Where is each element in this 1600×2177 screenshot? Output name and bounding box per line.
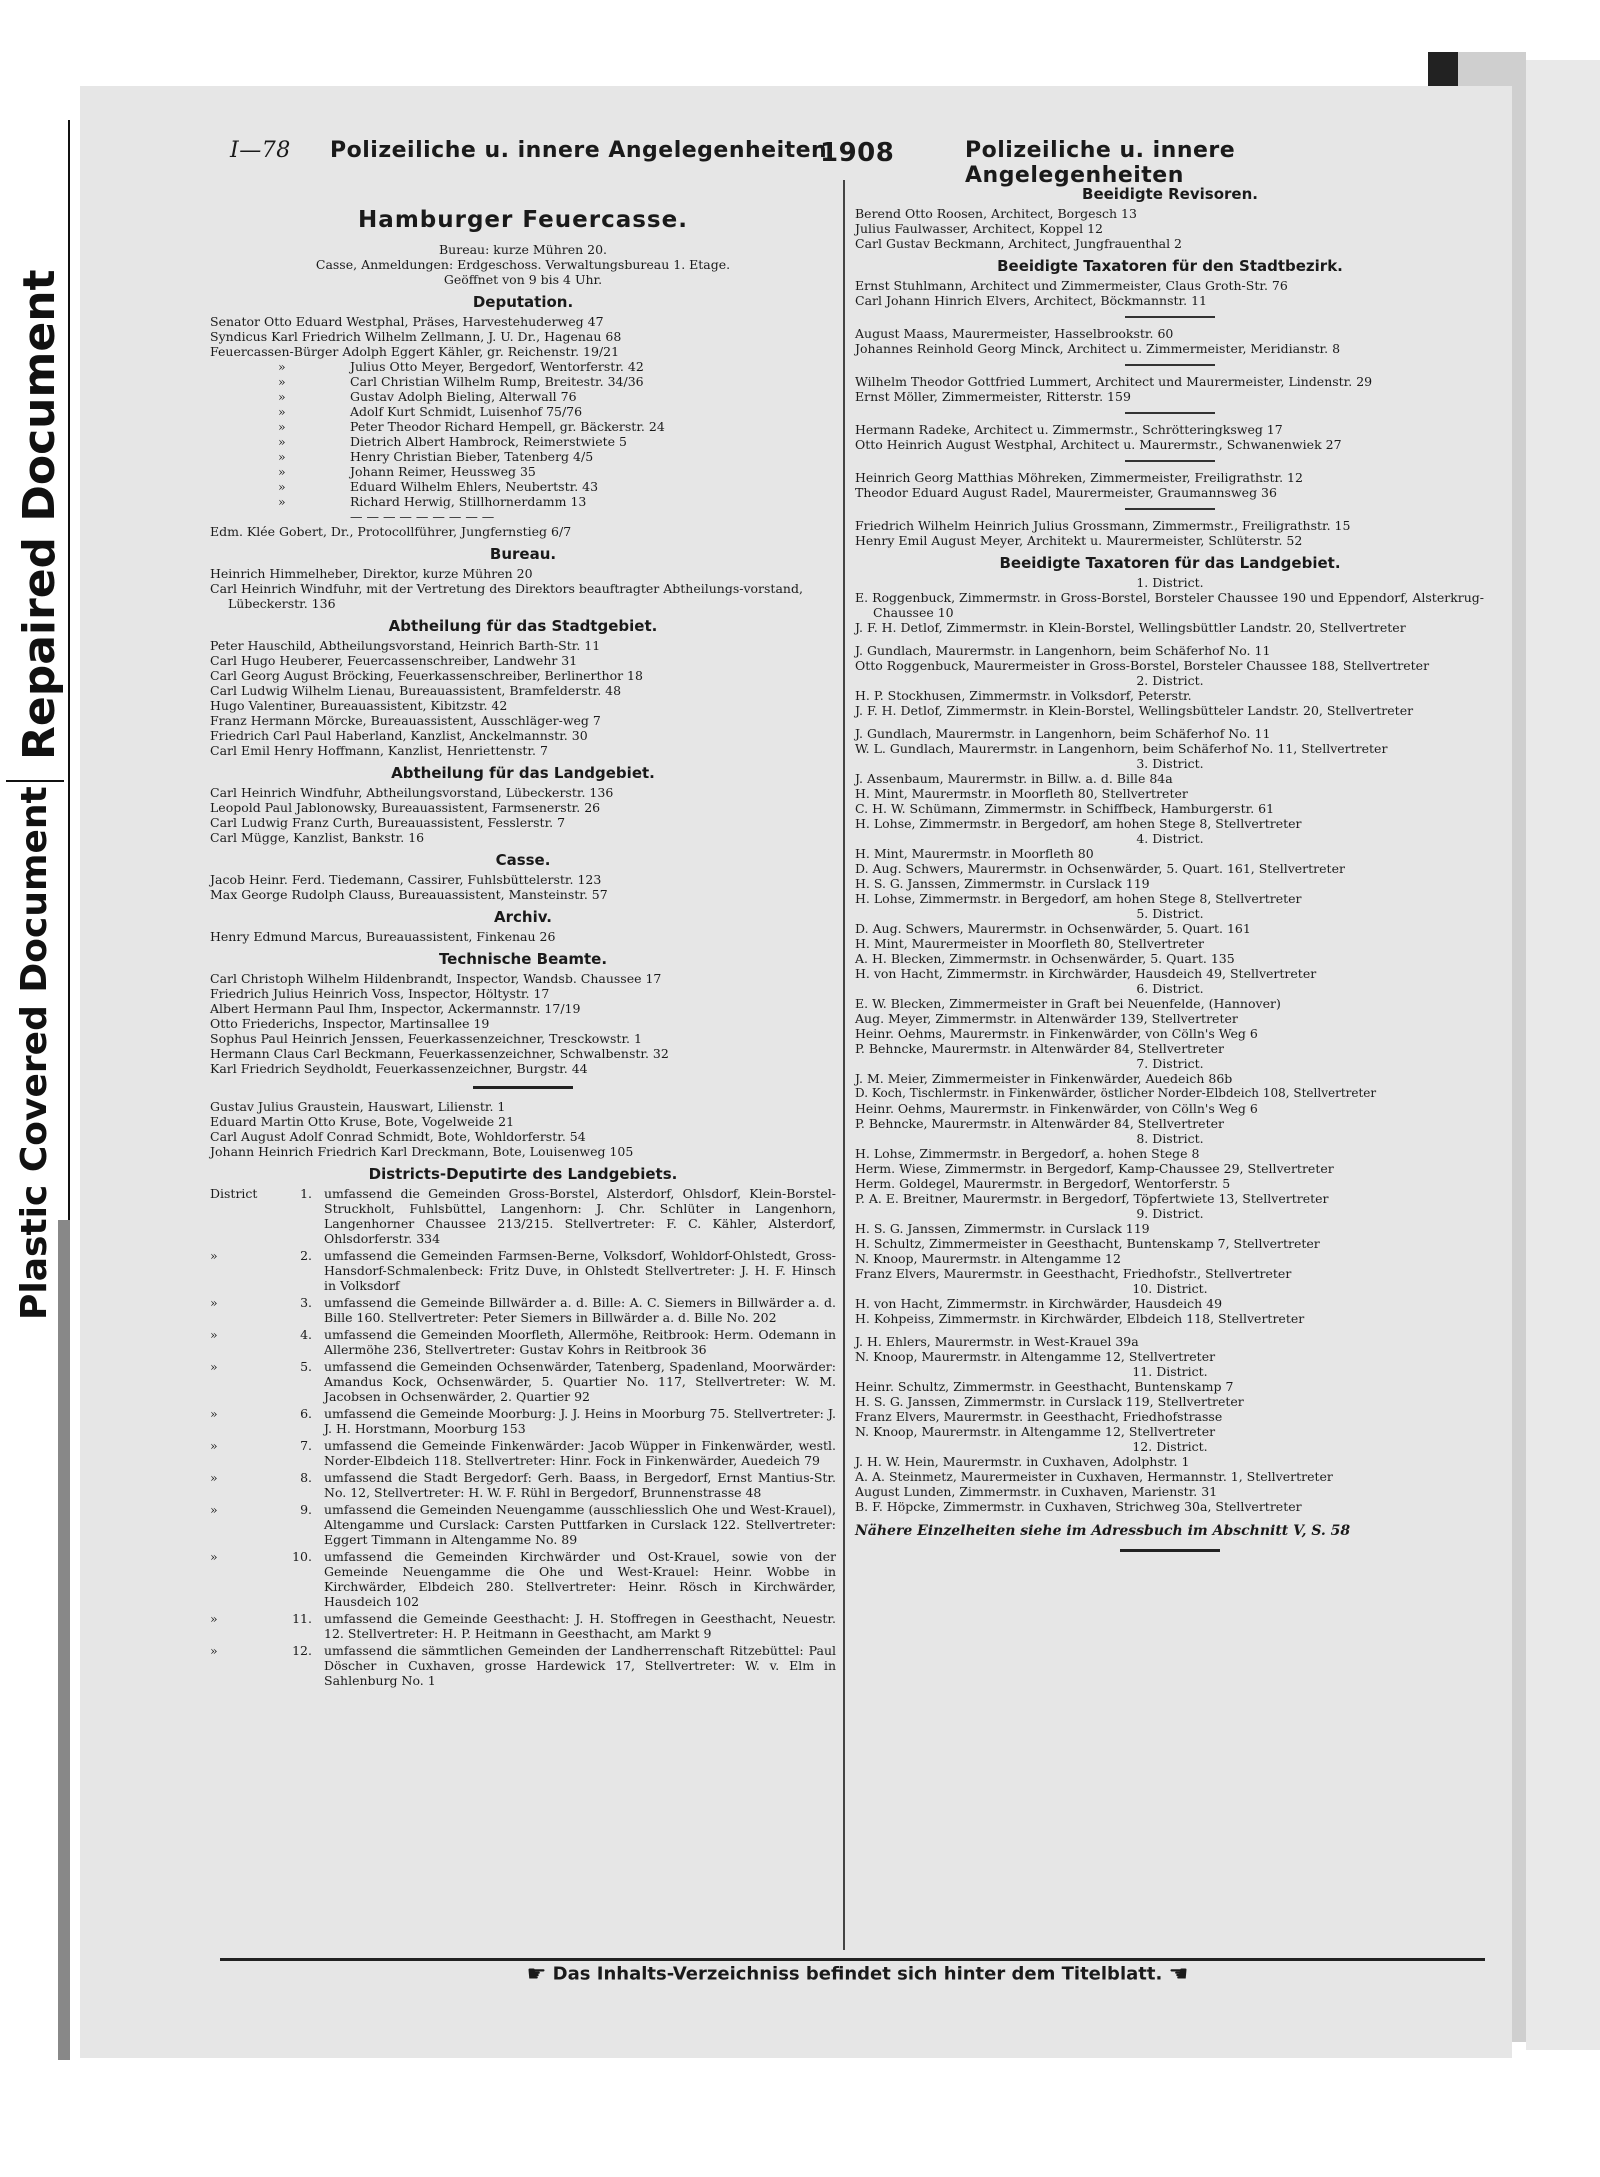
list-item: » Eduard Wilhelm Ehlers, Neubertstr. 43 — [278, 479, 599, 494]
list-item: J. F. H. Detlof, Zimmermstr. in Klein-Borstel, Wellingsbüttler Landstr. 20, Stellvertreter — [855, 620, 1406, 635]
section-heading: Districts-Deputirte des Landgebiets. — [368, 1165, 678, 1183]
list-item: Gustav Julius Graustein, Hauswart, Lilienstr. 1 — [210, 1099, 506, 1114]
info-line: Casse, Anmeldungen: Erdgeschoss. Verwaltungsbureau 1. Etage. — [315, 257, 731, 272]
list-item: H. S. G. Janssen, Zimmermstr. in Curslack 119 — [855, 1221, 1150, 1236]
list-item: Wilhelm Theodor Gottfried Lummert, Architect und Maurermeister, Lindenstr. 29 — [855, 374, 1373, 389]
page-edge-band — [58, 1220, 70, 2060]
footer-text: Das Inhalts-Verzeichniss befindet sich hinter dem Titelblatt. — [552, 1963, 1163, 1985]
list-item: Heinr. Oehms, Maurermstr. in Finkenwärder, von Cölln's Weg 6 — [855, 1101, 1258, 1116]
list-item: » Henry Christian Bieber, Tatenberg 4/5 — [278, 449, 594, 464]
list-item: H. von Hacht, Zimmermstr. in Kirchwärder, Hausdeich 49, Stellvertreter — [855, 966, 1317, 981]
list-item: E. W. Blecken, Zimmermeister in Graft bei Neuenfelde, (Hannover) — [855, 996, 1281, 1011]
district-text: umfassend die Gemeinden Gross-Borstel, Alsterdorf, Ohlsdorf, Klein-Borstel-Struckholt, Fuhlsbüttel, Langenhorn: J. Chr. Schlüter in Langenhorn, Langenhorner Chaussee 213/215. Stellvertreter: F. C. Kähler, Alsterdorf, Ohlsdorferstr. 334 — [324, 1186, 836, 1246]
district-row — [210, 1470, 836, 1500]
district-row — [210, 1359, 836, 1404]
list-item: » Gustav Adolph Bieling, Alterwall 76 — [278, 389, 577, 404]
list-item: Aug. Meyer, Zimmermstr. in Altenwärder 139, Stellvertreter — [855, 1011, 1238, 1026]
list-item: » Carl Christian Wilhelm Rump, Breitestr. 34/36 — [278, 374, 644, 389]
list-item: Herm. Wiese, Zimmermstr. in Bergedorf, Kamp-Chaussee 29, Stellvertreter — [855, 1161, 1334, 1176]
ditto-mark: » — [278, 374, 286, 389]
list-item: Leopold Paul Jablonowsky, Bureauassistent, Farmsenerstr. 26 — [210, 800, 601, 815]
district-text: umfassend die Gemeinden Kirchwärder und Ost-Krauel, sowie von der Gemeinde Neuengamme die Ohe und West-Krauel: Heinr. Wobbe in Kirchwärder, Elbdeich 280. Stellvertreter: Heinr. Rösch in Kirchwärder, Hausdeich 102 — [324, 1549, 836, 1609]
district-number: 10. — [292, 1549, 312, 1564]
list-item: D. Aug. Schwers, Maurermstr. in Ochsenwärder, 5. Quart. 161, Stellvertreter — [855, 861, 1345, 876]
list-item: Edm. Klée Gobert, Dr., Protocollführer, Jungfernstieg 6/7 — [210, 524, 572, 539]
list-item: H. S. G. Janssen, Zimmermstr. in Curslack 119, Stellvertreter — [855, 1394, 1244, 1409]
list-item: J. Assenbaum, Maurermstr. in Billw. a. d. Bille 84a — [855, 771, 1173, 786]
list-item: H. Lohse, Zimmermstr. in Bergedorf, am hohen Stege 8, Stellvertreter — [855, 891, 1302, 906]
list-item: Carl August Adolf Conrad Schmidt, Bote, Wohldorferstr. 54 — [210, 1129, 586, 1144]
list-item: C. H. W. Schümann, Zimmermstr. in Schiffbeck, Hamburgerstr. 61 — [855, 801, 1275, 816]
district-heading: 5. District. — [1136, 906, 1204, 921]
district-label: District — [210, 1186, 258, 1201]
info-line: Bureau: kurze Mühren 20. — [438, 242, 608, 257]
list-item: J. H. W. Hein, Maurermstr. in Cuxhaven, Adolphstr. 1 — [855, 1454, 1190, 1469]
district-row — [210, 1643, 836, 1688]
list-item: Henry Emil August Meyer, Architekt u. Maurermeister, Schlüterstr. 52 — [855, 533, 1303, 548]
list-item: Johann Heinrich Friedrich Karl Dreckmann, Bote, Louisenweg 105 — [210, 1144, 634, 1159]
dash-line: — — — — — — — — — — [350, 509, 495, 524]
ditto-mark: » — [210, 1438, 218, 1453]
district-row — [210, 1438, 836, 1468]
list-item: » Richard Herwig, Stillhornerdamm 13 — [278, 494, 587, 509]
list-item: Friedrich Julius Heinrich Voss, Inspector, Höltystr. 17 — [210, 986, 550, 1001]
list-item: Theodor Eduard August Radel, Maurermeister, Graumannsweg 36 — [855, 485, 1277, 500]
ditto-mark: » — [210, 1295, 218, 1310]
ditto-mark: » — [210, 1643, 218, 1658]
list-item: Carl Heinrich Windfuhr, mit der Vertretung des Direktors beauftragter Abtheilungs-vorstand, Lübeckerstr. 136 — [210, 581, 803, 611]
next-page-edge — [1526, 60, 1600, 2050]
group-rule — [1125, 508, 1215, 510]
district-row — [210, 1502, 836, 1547]
list-item: N. Knoop, Maurermstr. in Altengamme 12, Stellvertreter — [855, 1424, 1216, 1439]
footer-notice — [230, 1962, 1485, 1987]
list-item: Carl Hugo Heuberer, Feuercassenschreiber, Landwehr 31 — [210, 653, 578, 668]
list-item: H. Mint, Maurermstr. in Moorfleth 80, Stellvertreter — [855, 786, 1188, 801]
district-number: 12. — [292, 1643, 312, 1658]
district-text: umfassend die Gemeinde Geesthacht: J. H. Stoffregen in Geesthacht, Neuestr. 12. Stellvertreter: H. P. Heitmann in Geesthacht, am Markt 9 — [324, 1611, 836, 1641]
ditto-mark: » — [210, 1549, 218, 1564]
group-rule — [1125, 460, 1215, 462]
district-heading: 9. District. — [1136, 1206, 1204, 1221]
list-item: N. Knoop, Maurermstr. in Altengamme 12 — [855, 1251, 1121, 1266]
ditto-mark: » — [278, 404, 286, 419]
district-heading: 8. District. — [1136, 1131, 1204, 1146]
district-number: 1. — [300, 1186, 312, 1201]
list-item: Herm. Goldegel, Maurermstr. in Bergedorf, Wentorferstr. 5 — [855, 1176, 1231, 1191]
list-item: Carl Mügge, Kanzlist, Bankstr. 16 — [210, 830, 425, 845]
ditto-mark: » — [278, 449, 286, 464]
list-item: A. H. Blecken, Zimmermstr. in Ochsenwärder, 5. Quart. 135 — [855, 951, 1235, 966]
list-item: Otto Roggenbuck, Maurermeister in Gross-Borstel, Borsteler Chaussee 188, Stellvertreter — [855, 658, 1430, 673]
district-heading: 4. District. — [1136, 831, 1204, 846]
district-heading: 3. District. — [1136, 756, 1204, 771]
district-heading: 10. District. — [1132, 1281, 1208, 1296]
list-item: » Adolf Kurt Schmidt, Luisenhof 75/76 — [278, 404, 583, 419]
section-heading: Archiv. — [494, 908, 552, 926]
list-item: W. L. Gundlach, Maurermstr. in Langenhorn, beim Schäferhof No. 11, Stellvertreter — [855, 741, 1388, 756]
list-item: Heinr. Schultz, Zimmermstr. in Geesthacht, Buntenskamp 7 — [855, 1379, 1234, 1394]
district-heading: 6. District. — [1136, 981, 1204, 996]
plastic-covered-label: Plastic Covered Document — [14, 786, 55, 1320]
list-item: E. Roggenbuck, Zimmermstr. in Gross-Borstel, Borsteler Chaussee 190 und Eppendorf, Alsterkrug-Chaussee 10 — [855, 590, 1485, 620]
list-item: Julius Faulwasser, Architect, Koppel 12 — [855, 221, 1103, 236]
section-heading: Beeidigte Revisoren. — [1082, 185, 1258, 203]
list-item: Franz Elvers, Maurermstr. in Geesthacht, Friedhofstrasse — [855, 1409, 1223, 1424]
list-item: Ernst Möller, Zimmermeister, Ritterstr. 159 — [855, 389, 1131, 404]
district-text: umfassend die Gemeinden Moorfleth, Allermöhe, Reitbrook: Herm. Odemann in Allermöhe 236, Stellvertreter: Gustav Kohrs in Reitbrook 36 — [324, 1327, 836, 1357]
left-column — [210, 175, 836, 1690]
district-row — [210, 1295, 836, 1325]
ditto-mark: » — [210, 1327, 218, 1342]
list-item: Senator Otto Eduard Westphal, Präses, Harvestehuderweg 47 — [210, 314, 604, 329]
district-heading: 1. District. — [1136, 575, 1204, 590]
district-text: umfassend die Gemeinde Moorburg: J. J. Heins in Moorburg 75. Stellvertreter: J. J. H. Horstmann, Moorburg 153 — [324, 1406, 836, 1436]
list-item: Max George Rudolph Clauss, Bureauassistent, Mansteinstr. 57 — [210, 887, 608, 902]
district-text: umfassend die Gemeinde Finkenwärder: Jacob Wüpper in Finkenwärder, westl. Norder-Elbdeich 118. Stellvertreter: Hinr. Fock in Finkenwärder, Auedeich 79 — [324, 1438, 836, 1468]
district-text: umfassend die Gemeinden Ochsenwärder, Tatenberg, Spadenland, Moorwärder: Amandus Kock, Ochsenwärder, 5. Quartier No. 117, Stellvertreter: W. M. Jacobsen in Ochsenwärder, 2. Quartier 92 — [324, 1359, 836, 1404]
district-heading: 11. District. — [1132, 1364, 1208, 1379]
list-item: Hugo Valentiner, Bureauassistent, Kibitzstr. 42 — [210, 698, 508, 713]
ditto-mark: » — [278, 359, 286, 374]
list-item: B. F. Höpcke, Zimmermstr. in Cuxhaven, Strichweg 30a, Stellvertreter — [855, 1499, 1302, 1514]
district-row — [210, 1406, 836, 1436]
list-item: Carl Emil Henry Hoffmann, Kanzlist, Henriettenstr. 7 — [210, 743, 548, 758]
list-item: D. Aug. Schwers, Maurermstr. in Ochsenwärder, 5. Quart. 161 — [855, 921, 1251, 936]
main-title: Hamburger Feuercasse. — [358, 207, 688, 233]
district-number: 6. — [300, 1406, 312, 1421]
list-item: Carl Christoph Wilhelm Hildenbrandt, Inspector, Wandsb. Chaussee 17 — [210, 971, 662, 986]
group-rule — [1125, 316, 1215, 318]
list-item: Henry Edmund Marcus, Bureauassistent, Finkenau 26 — [210, 929, 556, 944]
section-heading: Bureau. — [489, 545, 557, 563]
ditto-mark: » — [278, 419, 286, 434]
repaired-document-label: Repaired Document — [14, 269, 65, 760]
ditto-mark: » — [278, 479, 286, 494]
list-item: N. Knoop, Maurermstr. in Altengamme 12, Stellvertreter — [855, 1349, 1216, 1364]
reference-note: Nähere Einzelheiten siehe im Adressbuch im Abschnitt V, S. 58 — [855, 1523, 1351, 1539]
list-item: P. Behncke, Maurermstr. in Altenwärder 84, Stellvertreter — [855, 1116, 1224, 1131]
group-rule — [1125, 412, 1215, 414]
list-item: » Johann Reimer, Heussweg 35 — [278, 464, 536, 479]
list-item: H. Mint, Maurermstr. in Moorfleth 80 — [855, 846, 1094, 861]
section-rule — [1120, 1549, 1220, 1552]
list-item: Heinr. Oehms, Maurermstr. in Finkenwärder, von Cölln's Weg 6 — [855, 1026, 1258, 1041]
ditto-mark: » — [278, 389, 286, 404]
list-item: Carl Ludwig Franz Curth, Bureauassistent, Fesslerstr. 7 — [210, 815, 566, 830]
district-text: umfassend die Gemeinden Farmsen-Berne, Volksdorf, Wohldorf-Ohlstedt, Gross-Hansdorf-Schmalenbeck: Fritz Duve, in Ohlstedt Stellvertreter: J. H. F. Hinsch in Volksdorf — [324, 1248, 836, 1293]
list-item: Carl Gustav Beckmann, Architect, Jungfrauenthal 2 — [855, 236, 1182, 251]
list-item: Sophus Paul Heinrich Jenssen, Feuerkassenzeichner, Tresckowstr. 1 — [210, 1031, 642, 1046]
list-item: Friedrich Carl Paul Haberland, Kanzlist, Anckelmannstr. 30 — [210, 728, 588, 743]
info-line: Geöffnet von 9 bis 4 Uhr. — [443, 272, 603, 287]
header-right-title: Polizeiliche u. innere Angelegenheiten — [965, 138, 1236, 188]
list-item: Eduard Martin Otto Kruse, Bote, Vogelweide 21 — [210, 1114, 515, 1129]
district-row — [210, 1248, 836, 1293]
list-item: Otto Heinrich August Westphal, Architect u. Maurermstr., Schwanenwiek 27 — [855, 437, 1342, 452]
ditto-mark: » — [278, 464, 286, 479]
list-item: Albert Hermann Paul Ihm, Inspector, Ackermannstr. 17/19 — [210, 1001, 581, 1016]
list-item: J. Gundlach, Maurermstr. in Langenhorn, beim Schäferhof No. 11 — [855, 726, 1271, 741]
list-item: » Dietrich Albert Hambrock, Reimerstwiete 5 — [278, 434, 627, 449]
list-item: Carl Georg August Bröcking, Feuerkassenschreiber, Berlinerthor 18 — [210, 668, 643, 683]
list-item: Franz Hermann Mörcke, Bureauassistent, Ausschläger-weg 7 — [210, 713, 601, 728]
district-number: 3. — [300, 1295, 312, 1310]
header-year: 1908 — [820, 138, 895, 168]
district-number: 7. — [300, 1438, 312, 1453]
column-divider — [843, 180, 845, 1950]
list-item: Johannes Reinhold Georg Minck, Architect u. Zimmermeister, Meridianstr. 8 — [855, 341, 1341, 356]
list-item: H. Mint, Maurermeister in Moorfleth 80, Stellvertreter — [855, 936, 1205, 951]
district-number: 11. — [292, 1611, 312, 1626]
list-item: Berend Otto Roosen, Architect, Borgesch 13 — [855, 206, 1137, 221]
scan-top-margin — [0, 0, 1600, 52]
stamp-label-strip — [0, 120, 70, 1320]
section-heading: Deputation. — [472, 293, 574, 311]
section-heading: Beeidigte Taxatoren für das Landgebiet. — [999, 554, 1341, 572]
list-item: Hermann Claus Carl Beckmann, Feuerkassenzeichner, Schwalbenstr. 32 — [210, 1046, 669, 1061]
list-item: D. Koch, Tischlermstr. in Finkenwärder, östlicher Norder-Elbdeich 108, Stellvertreter — [855, 1086, 1377, 1100]
list-item: H. P. Stockhusen, Zimmermstr. in Volksdorf, Peterstr. — [855, 688, 1192, 703]
district-heading: 2. District. — [1136, 673, 1204, 688]
section-heading: Casse. — [495, 851, 551, 869]
list-item: Carl Johann Hinrich Elvers, Architect, Böckmannstr. 11 — [855, 293, 1207, 308]
district-heading: 12. District. — [1132, 1439, 1208, 1454]
ditto-mark: » — [210, 1502, 218, 1517]
district-text: umfassend die Stadt Bergedorf: Gerh. Baass, in Bergedorf, Ernst Mantius-Str. No. 12, Stellvertreter: H. W. F. Rühl in Bergedorf, Brunnenstrasse 48 — [324, 1470, 836, 1500]
footer-rule — [220, 1958, 1485, 1961]
list-item: Syndicus Karl Friedrich Wilhelm Zellmann, J. U. Dr., Hagenau 68 — [210, 329, 622, 344]
district-text: umfassend die Gemeinde Billwärder a. d. Bille: A. C. Siemers in Billwärder a. d. Bille 160. Stellvertreter: Peter Siemers in Billwärder a. d. Bille No. 202 — [324, 1295, 836, 1325]
list-item: Otto Friederichs, Inspector, Martinsallee 19 — [210, 1016, 490, 1031]
ditto-mark: » — [278, 434, 286, 449]
list-item: Friedrich Wilhelm Heinrich Julius Grossmann, Zimmermstr., Freiligrathstr. 15 — [855, 518, 1351, 533]
list-item: J. H. Ehlers, Maurermstr. in West-Krauel 39a — [855, 1334, 1139, 1349]
list-item: Karl Friedrich Seydholdt, Feuerkassenzeichner, Burgstr. 44 — [210, 1061, 588, 1076]
list-item: Franz Elvers, Maurermstr. in Geesthacht, Friedhofstr., Stellvertreter — [855, 1266, 1292, 1281]
section-rule — [473, 1086, 573, 1089]
district-text: umfassend die Gemeinden Neuengamme (ausschliesslich Ohe und West-Krauel), Altengamme und Curslack: Carsten Puttfarken in Curslack 122. Stellvertreter: Eggert Timmann in Altengamme No. 89 — [324, 1502, 836, 1547]
district-row — [210, 1186, 836, 1246]
list-item: J. F. H. Detlof, Zimmermstr. in Klein-Borstel, Wellingsbütteler Landstr. 20, Stellvertreter — [855, 703, 1414, 718]
ditto-mark: » — [210, 1611, 218, 1626]
pointing-hand-icon: ☛ — [526, 1962, 547, 1987]
list-item: Feuercassen-Bürger Adolph Eggert Kähler, gr. Reichenstr. 19/21 — [210, 344, 620, 359]
list-item: Carl Heinrich Windfuhr, Abtheilungsvorstand, Lübeckerstr. 136 — [210, 785, 614, 800]
list-item: » Peter Theodor Richard Hempell, gr. Bäckerstr. 24 — [278, 419, 665, 434]
list-item: J. Gundlach, Maurermstr. in Langenhorn, beim Schäferhof No. 11 — [855, 643, 1271, 658]
list-item: P. Behncke, Maurermstr. in Altenwärder 84, Stellvertreter — [855, 1041, 1224, 1056]
ditto-mark: » — [210, 1470, 218, 1485]
list-item: Jacob Heinr. Ferd. Tiedemann, Cassirer, Fuhlsbüttelerstr. 123 — [210, 872, 602, 887]
ditto-mark: » — [210, 1248, 218, 1263]
list-item: August Maass, Maurermeister, Hasselbrookstr. 60 — [855, 326, 1174, 341]
list-item: P. A. E. Breitner, Maurermstr. in Bergedorf, Töpfertwiete 13, Stellvertreter — [855, 1191, 1329, 1206]
district-row — [210, 1327, 836, 1357]
district-number: 8. — [300, 1470, 312, 1485]
district-number: 9. — [300, 1502, 312, 1517]
group-rule — [1125, 364, 1215, 366]
district-row — [210, 1549, 836, 1609]
list-item: Heinrich Himmelheber, Direktor, kurze Mühren 20 — [210, 566, 533, 581]
ditto-mark: » — [210, 1406, 218, 1421]
stamp-divider — [6, 780, 64, 782]
page-header — [230, 138, 1350, 188]
pointing-hand-icon: ☚ — [1168, 1962, 1189, 1987]
list-item: A. A. Steinmetz, Maurermeister in Cuxhaven, Hermannstr. 1, Stellvertreter — [855, 1469, 1333, 1484]
list-item: Hermann Radeke, Architect u. Zimmermstr., Schrötteringksweg 17 — [855, 422, 1283, 437]
list-item: H. Kohpeiss, Zimmermstr. in Kirchwärder, Elbdeich 118, Stellvertreter — [855, 1311, 1305, 1326]
list-item: H. von Hacht, Zimmermstr. in Kirchwärder, Hausdeich 49 — [855, 1296, 1223, 1311]
section-heading: Abtheilung für das Stadtgebiet. — [388, 617, 658, 635]
list-item: H. Lohse, Zimmermstr. in Bergedorf, a. hohen Stege 8 — [855, 1146, 1200, 1161]
list-item: » Julius Otto Meyer, Bergedorf, Wentorferstr. 42 — [278, 359, 644, 374]
page-number: I—78 — [230, 138, 291, 163]
list-item: Peter Hauschild, Abtheilungsvorstand, Heinrich Barth-Str. 11 — [210, 638, 601, 653]
section-heading: Abtheilung für das Landgebiet. — [391, 764, 655, 782]
list-item: Ernst Stuhlmann, Architect und Zimmermeister, Claus Groth-Str. 76 — [855, 278, 1288, 293]
section-heading: Beeidigte Taxatoren für den Stadtbezirk. — [997, 257, 1343, 275]
list-item: H. S. G. Janssen, Zimmermstr. in Curslack 119 — [855, 876, 1150, 891]
list-item: J. M. Meier, Zimmermeister in Finkenwärder, Auedeich 86b — [855, 1071, 1233, 1086]
district-row — [210, 1611, 836, 1641]
list-item: H. Lohse, Zimmermstr. in Bergedorf, am hohen Stege 8, Stellvertreter — [855, 816, 1302, 831]
right-column — [855, 175, 1485, 1562]
district-number: 4. — [300, 1327, 312, 1342]
list-item: H. Schultz, Zimmermeister in Geesthacht, Buntenskamp 7, Stellvertreter — [855, 1236, 1320, 1251]
header-left-title: Polizeiliche u. innere Angelegenheiten — [330, 138, 828, 163]
district-text: umfassend die sämmtlichen Gemeinden der Landherrenschaft Ritzebüttel: Paul Döscher in Cuxhaven, grosse Hardewick 17, Stellvertreter: W. v. Elm in Sahlenburg No. 1 — [324, 1643, 836, 1688]
list-item: Heinrich Georg Matthias Möhreken, Zimmermeister, Freiligrathstr. 12 — [855, 470, 1303, 485]
district-number: 5. — [300, 1359, 312, 1374]
list-item: August Lunden, Zimmermstr. in Cuxhaven, Marienstr. 31 — [855, 1484, 1218, 1499]
district-heading: 7. District. — [1136, 1056, 1204, 1071]
section-heading: Technische Beamte. — [438, 950, 608, 968]
list-item: Carl Ludwig Wilhelm Lienau, Bureauassistent, Bramfelderstr. 48 — [210, 683, 622, 698]
ditto-mark: » — [210, 1359, 218, 1374]
ditto-mark: » — [278, 494, 286, 509]
district-number: 2. — [300, 1248, 312, 1263]
